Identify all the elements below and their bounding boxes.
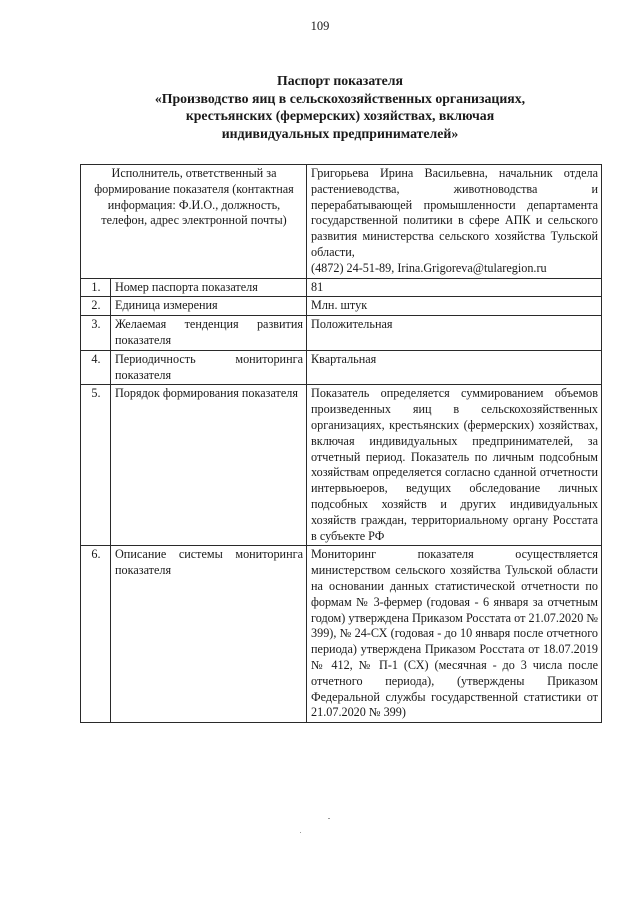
scan-speck	[328, 818, 330, 819]
row-value: Положительная	[307, 316, 602, 351]
passport-table	[80, 164, 602, 723]
row-label: Номер паспорта показателя	[111, 278, 307, 297]
table-row	[81, 297, 602, 316]
table-row	[81, 316, 602, 351]
title-line-4: индивидуальных предпринимателей»	[221, 125, 459, 141]
title-line-2: «Производство яиц в сельскохозяйственных организациях,	[154, 90, 526, 106]
scan-speck	[300, 832, 301, 833]
row-number: 2.	[81, 297, 111, 316]
row-number: 6.	[81, 546, 111, 723]
row-number: 3.	[81, 316, 111, 351]
row-label: Желаемая тенденция развития показателя	[111, 316, 307, 351]
table-row	[81, 385, 602, 546]
page-number: 109	[310, 19, 330, 33]
row-label: Описание системы мониторинга показателя	[111, 546, 307, 723]
executor-value	[307, 165, 602, 279]
executor-label: Исполнитель, ответственный за формирование показателя (контактная информация: Ф.И.О., должность, телефон, адрес электронной почты)	[81, 165, 307, 279]
row-value: Квартальная	[307, 350, 602, 385]
row-value: Показатель определяется суммированием объемов произведенных яиц в сельскохозяйственных организациях, крестьянских (фермерских) хозяйствах, включая индивидуальных предпринимателей, за отчетный период. Показатель по личным подсобным хозяйствам определяется согласно сданной отчетности интервьюеров, ведущих обследование личных подсобных хозяйств и других индивидуальных хозяйств граждан, территориальному органу Росстата в субъекте РФ	[307, 385, 602, 546]
table-row-executor	[81, 165, 602, 279]
row-number: 1.	[81, 278, 111, 297]
row-label: Периодичность мониторинга показателя	[111, 350, 307, 385]
row-value: Мониторинг показателя осуществляется министерством сельского хозяйства Тульской области на основании данных статистической отчетности по формам № 3-фермер (годовая - 6 января за отчетным годом) утверждена Приказом Росстата от 21.07.2020 № 399), № 24-СХ (годовая - до 10 января после отчетного периода) утверждена Приказом Росстата от 18.07.2019 № 412, № П-1 (СХ) (месячная - до 3 числа после отчетного периода), (утверждены Приказом Федеральной службы государственной статистики от 21.07.2020 № 399)	[307, 546, 602, 723]
row-value: Млн. штук	[307, 297, 602, 316]
executor-contact: (4872) 24-51-89, Irina.Grigoreva@tularegion.ru	[311, 260, 547, 275]
executor-name-position: Григорьева Ирина Васильевна, начальник отдела растениеводства, животноводства и перерабатывающей промышленности департамента государственной политики в сфере АПК и сельского развития министерства сельского хозяйства Тульской области,	[311, 166, 599, 259]
table-row	[81, 350, 602, 385]
row-value: 81	[307, 278, 602, 297]
row-label: Порядок формирования показателя	[111, 385, 307, 546]
row-label: Единица измерения	[111, 297, 307, 316]
row-number: 4.	[81, 350, 111, 385]
document-title	[60, 72, 620, 142]
title-line-1: Паспорт показателя	[277, 73, 403, 88]
table-row	[81, 546, 602, 723]
row-number: 5.	[81, 385, 111, 546]
table-row	[81, 278, 602, 297]
title-line-3: крестьянских (фермерских) хозяйствах, включая	[185, 108, 495, 123]
